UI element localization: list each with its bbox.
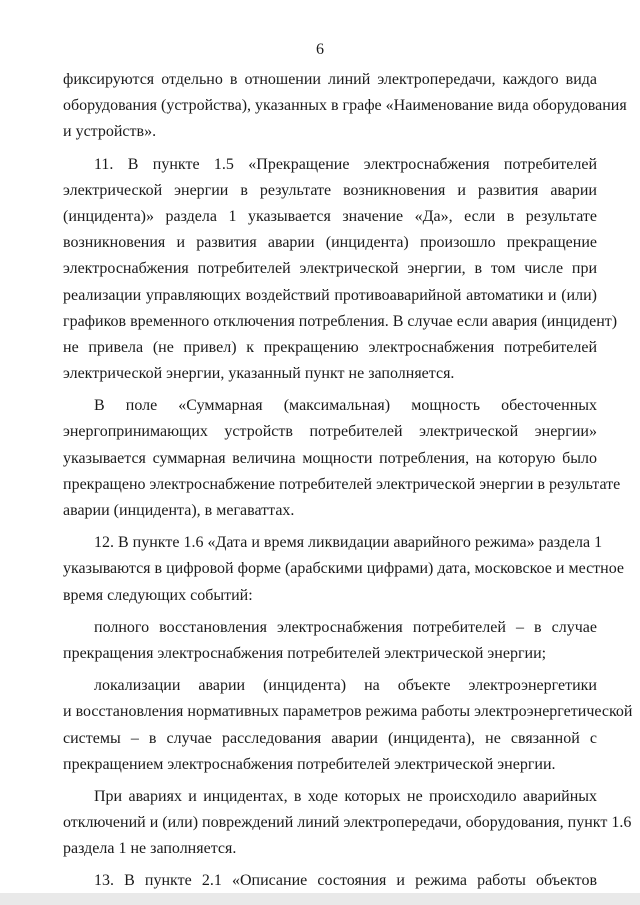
text-line: системы – в случае расследования аварии (инцидента), не связанной с — [63, 729, 597, 747]
text-line: реализации управляющих воздействий противоаварийной автоматики и (или) — [63, 286, 597, 304]
text-line: 13. В пункте 2.1 «Описание состояния и режима работы объектов — [94, 872, 597, 890]
text-line: фиксируются отдельно в отношении линий электропередачи, каждого вида — [63, 71, 597, 88]
text-line: время следующих событий: — [63, 586, 253, 604]
text-line: возникновения и развития аварии (инцидента) произошло прекращение — [63, 234, 597, 252]
body-text — [63, 67, 633, 895]
text-line: В поле «Суммарная (максимальная) мощность обесточенных — [94, 397, 597, 415]
text-line: оборудования (устройства), указанных в графе «Наименование вида оборудования — [63, 97, 627, 115]
page-number: 6 — [316, 41, 324, 58]
text-line: и восстановления нормативных параметров режима работы электроэнергетической — [63, 703, 633, 721]
text-line: графиков временного отключения потребления. В случае если авария (инцидент) — [63, 312, 618, 330]
text-line: прекращением электроснабжения потребителей электрической энергии. — [63, 755, 556, 773]
text-line: (инцидента)» раздела 1 указывается значение «Да», если в результате — [63, 207, 597, 225]
text-line: раздела 1 не заполняется. — [63, 840, 237, 858]
text-line: аварии (инцидента), в мегаваттах. — [63, 502, 295, 519]
text-line: не привела (не привел) к прекращению электроснабжения потребителей — [63, 338, 597, 356]
text-line: энергопринимающих устройств потребителей электрической энергии» — [63, 423, 597, 441]
text-line: прекращено электроснабжение потребителей электрической энергии в результате — [63, 475, 621, 493]
page-bottom-edge — [0, 893, 640, 905]
text-line: электрической энергии в результате возникновения и развития аварии — [63, 181, 597, 199]
text-line: 11. В пункте 1.5 «Прекращение электроснабжения потребителей — [94, 155, 597, 173]
text-line: прекращения электроснабжения потребителей электрической энергии; — [63, 644, 547, 662]
text-line: 12. В пункте 1.6 «Дата и время ликвидации аварийного режима» раздела 1 — [94, 534, 603, 552]
text-line: отключений и (или) повреждений линий электропередачи, оборудования, пункт 1.6 — [63, 814, 632, 832]
text-line: полного восстановления электроснабжения потребителей – в случае — [94, 618, 597, 636]
text-line: указывается суммарная величина мощности потребления, на которую было — [63, 449, 597, 467]
text-line: электрической энергии, указанный пункт не заполняется. — [63, 365, 455, 383]
text-line: и устройств». — [63, 123, 157, 141]
text-line: электроснабжения потребителей электрической энергии, в том числе при — [63, 260, 597, 278]
text-line: указываются в цифровой форме (арабскими цифрами) дата, московское и местное — [63, 560, 625, 578]
text-line: локализации аварии (инцидента) на объекте электроэнергетики — [94, 677, 597, 695]
text-line: При авариях и инцидентах, в ходе которых не происходило аварийных — [94, 787, 597, 805]
